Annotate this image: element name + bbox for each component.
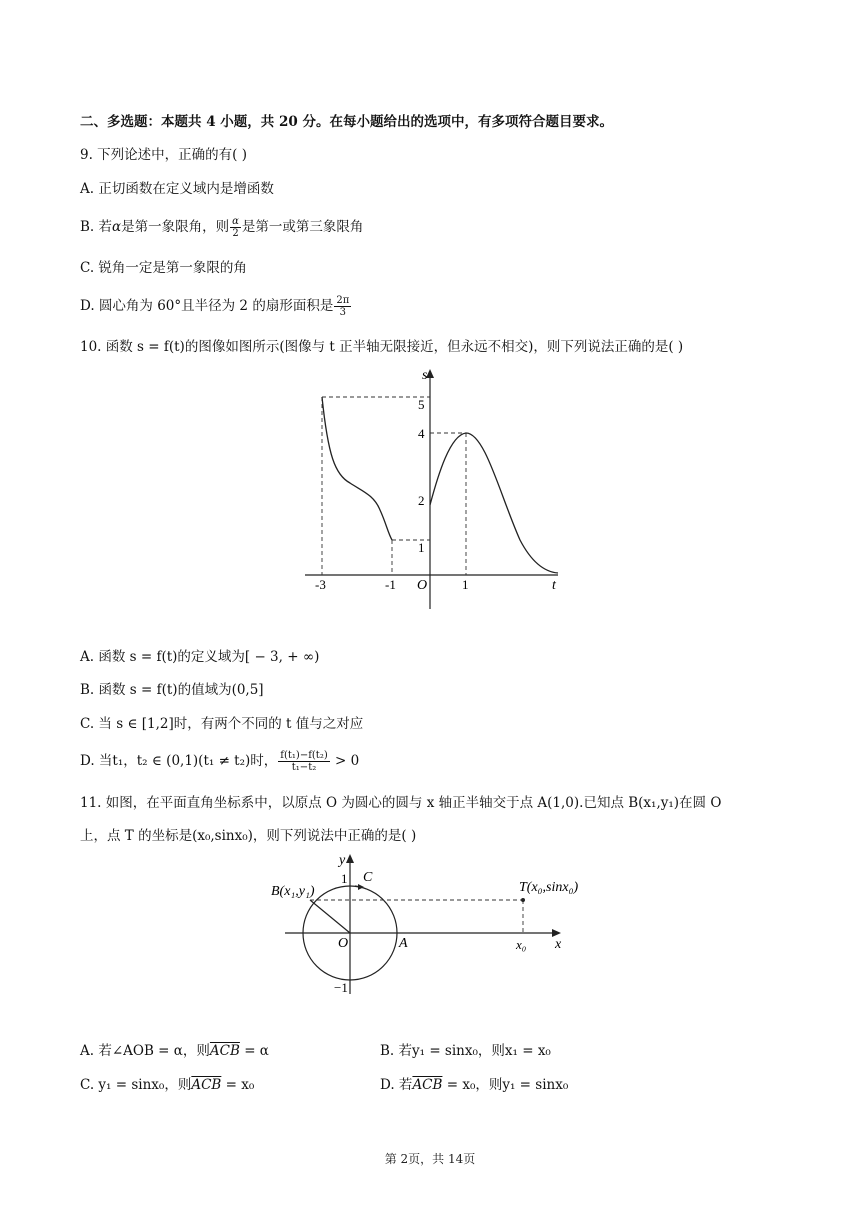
q10-y-label: s	[422, 368, 428, 383]
q11-label-a: A	[399, 936, 408, 951]
q9-b-mid: 是第一象限角，则	[121, 219, 230, 235]
q9-d-frac-num: 2π	[336, 295, 350, 306]
q11-label-c: C	[363, 870, 373, 885]
section-header: 二、多选题：本题共 4 小题，共 20 分。在每小题给出的选项中，有多项符合题目要求。	[80, 114, 613, 130]
q11-label-x0: x₀	[516, 937, 527, 952]
q11-stem-line1: 11. 如图，在平面直角坐标系中，以原点 O 为圆心的圆与 x 轴正半轴交于点 A(1,0).已知点 B(x₁,y₁)在圆 O	[80, 795, 722, 811]
q9-b-fraction	[230, 216, 241, 239]
q11-a-post: = α	[239, 1043, 269, 1059]
q11-point-t	[521, 898, 525, 902]
q10-d-post: > 0	[330, 753, 360, 769]
q10-xtick-1: 1	[462, 577, 469, 592]
q11-label-o: O	[338, 936, 349, 951]
q10-curve-left	[322, 397, 392, 540]
q10-d-frac-den: t₁−t₂	[291, 762, 317, 773]
q11-y-arrow	[346, 854, 354, 863]
q9-b-pre: B. 若	[80, 219, 113, 235]
q11-a-pre: A. 若∠AOB = α，则	[80, 1043, 210, 1059]
q11-label-x: x	[555, 937, 562, 952]
q10-option-a: A. 函数 s = f(t)的定义域为[ − 3, + ∞)	[80, 649, 320, 665]
q10-x-label: t	[552, 578, 556, 593]
q9-d-fraction	[334, 295, 351, 318]
q10-guides	[322, 397, 466, 575]
q9-b-frac-den: 2	[232, 228, 239, 239]
page-footer: 第 2页，共 14页	[384, 1152, 476, 1166]
q11-option-b: B. 若y₁ = sinx₀，则x₁ = x₀	[380, 1043, 551, 1059]
q11-option-a	[80, 1041, 269, 1061]
q11-stem-line2: 上，点 T 的坐标是(x₀,sinx₀)，则下列说法中正确的是( )	[80, 828, 417, 844]
q11-option-c	[80, 1075, 254, 1095]
q10-d-frac-num: f(t₁)−f(t₂)	[280, 750, 328, 761]
q10-ytick-2: 2	[418, 493, 425, 508]
q10-option-b: B. 函数 s = f(t)的值域为(0,5]	[80, 682, 264, 698]
q10-d-pre: D. 当t₁，t₂ ∈ (0,1)(t₁ ≠ t₂)时，	[80, 753, 278, 769]
q11-option-d	[380, 1075, 568, 1095]
q10-option-c: C. 当 s ∈ [1,2]时，有两个不同的 t 值与之对应	[80, 716, 364, 732]
q10-xtick-neg3: -3	[315, 577, 326, 592]
q9-d-pre: D. 圆心角为 60°且半径为 2 的扇形面积是	[80, 298, 334, 314]
q9-option-c: C. 锐角一定是第一象限的角	[80, 260, 247, 276]
q10-option-d	[80, 750, 359, 773]
q11-label-t: T(x₀,sinx₀)	[519, 880, 579, 895]
q10-ytick-5: 5	[418, 397, 425, 412]
q10-graph	[300, 365, 570, 613]
q11-c-arc: $\overline{ACB}$	[191, 1077, 222, 1093]
q11-label-y: y	[339, 853, 346, 868]
q11-label-b: B(x₁,y₁)	[271, 884, 315, 899]
q11-radius-ob	[310, 900, 350, 933]
q10-ytick-4: 4	[418, 426, 425, 441]
q9-option-b	[80, 216, 363, 239]
q11-figure	[265, 848, 605, 998]
q9-b-frac-num: α	[232, 216, 239, 227]
q10-curve-right	[430, 433, 558, 573]
q10-stem: 10. 函数 s = f(t)的图像如图所示(图像与 t 正半轴无限接近，但永远不相交)，则下列说法正确的是( )	[80, 339, 684, 355]
q11-d-pre: D. 若	[380, 1077, 413, 1093]
q10-xtick-neg1: -1	[385, 577, 396, 592]
q9-b-alpha: α	[112, 219, 122, 235]
q11-d-post: = x₀，则y₁ = sinx₀	[442, 1077, 569, 1093]
q10-ytick-1: 1	[418, 540, 425, 555]
q9-stem: 9. 下列论述中，正确的有( )	[80, 147, 247, 163]
q11-d-arc: $\overline{ACB}$	[412, 1077, 443, 1093]
q9-b-post: 是第一或第三象限角	[241, 219, 364, 235]
q11-label-1: 1	[341, 871, 348, 886]
q11-x-arrow	[552, 929, 561, 937]
q9-option-d	[80, 295, 352, 318]
q10-d-fraction	[278, 750, 329, 773]
q11-label-neg1: −1	[334, 980, 348, 995]
q11-c-pre: C. y₁ = sinx₀，则	[80, 1077, 192, 1093]
q10-origin-label: O	[417, 578, 428, 593]
q11-a-arc: $\overline{ACB}$	[209, 1043, 240, 1059]
q11-c-post: = x₀	[221, 1077, 255, 1093]
q9-d-frac-den: 3	[339, 307, 346, 318]
q9-option-a: A. 正切函数在定义域内是增函数	[80, 181, 274, 197]
